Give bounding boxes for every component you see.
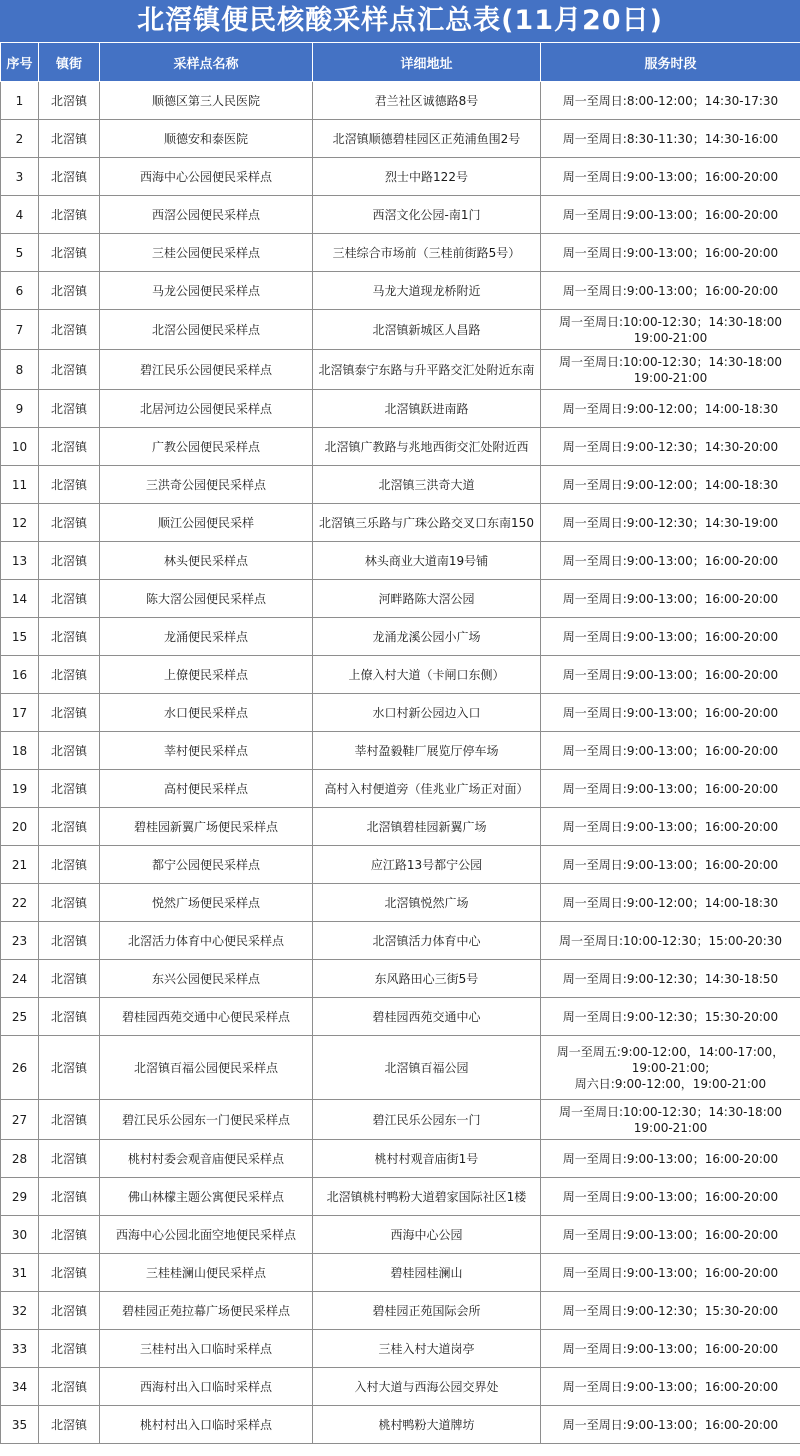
cell-hours [541,1036,800,1100]
hours-line: 周一至周日:9:00-13:00；16:00-20:00 [562,1227,779,1242]
hours-line: 周一至周日:9:00-13:00；16:00-20:00 [562,667,779,682]
cell-name: 马龙公园便民采样点 [100,272,313,310]
cell-hours [541,808,800,846]
cell-name: 顺德安和泰医院 [100,120,313,158]
cell-no: 10 [1,428,39,466]
table-row [1,998,800,1036]
page-title: 北滘镇便民核酸采样点汇总表(11月20日) [0,0,800,42]
column-header-no: 序号 [1,43,39,82]
cell-address: 北滘镇三洪奇大道 [313,466,541,504]
cell-town: 北滘镇 [39,310,100,350]
cell-town: 北滘镇 [39,1292,100,1330]
cell-no: 13 [1,542,39,580]
cell-hours [541,428,800,466]
table-row [1,1368,800,1406]
cell-no: 27 [1,1100,39,1140]
cell-no: 25 [1,998,39,1036]
cell-address: 三桂综合市场前（三桂前街路5号） [313,234,541,272]
cell-no: 29 [1,1178,39,1216]
hours-line: 周一至周日:8:00-12:00；14:30-17:30 [562,93,779,108]
cell-hours [541,272,800,310]
table-row [1,504,800,542]
cell-town: 北滘镇 [39,542,100,580]
cell-address: 烈士中路122号 [313,158,541,196]
cell-address: 碧桂园西苑交通中心 [313,998,541,1036]
cell-name: 北居河边公园便民采样点 [100,390,313,428]
cell-no: 24 [1,960,39,998]
cell-hours [541,1292,800,1330]
cell-no: 5 [1,234,39,272]
cell-name: 北滘镇百福公园便民采样点 [100,1036,313,1100]
cell-town: 北滘镇 [39,884,100,922]
table-row [1,82,800,120]
cell-address: 北滘镇百福公园 [313,1036,541,1100]
cell-town: 北滘镇 [39,656,100,694]
cell-address: 龙涌龙溪公园小广场 [313,618,541,656]
hours-line: 周一至周日:9:00-13:00；16:00-20:00 [562,283,779,298]
cell-no: 2 [1,120,39,158]
cell-name: 碧江民乐公园便民采样点 [100,350,313,390]
cell-hours [541,466,800,504]
table-row [1,428,800,466]
cell-address: 北滘镇悦然广场 [313,884,541,922]
cell-no: 8 [1,350,39,390]
cell-no: 20 [1,808,39,846]
table-row [1,196,800,234]
table-row [1,390,800,428]
cell-no: 23 [1,922,39,960]
cell-hours [541,694,800,732]
cell-name: 陈大滘公园便民采样点 [100,580,313,618]
cell-hours [541,580,800,618]
hours-line: 周一至周日:9:00-13:00；16:00-20:00 [562,1341,779,1356]
cell-hours [541,504,800,542]
cell-no: 19 [1,770,39,808]
cell-town: 北滘镇 [39,846,100,884]
cell-hours [541,732,800,770]
cell-hours [541,770,800,808]
cell-town: 北滘镇 [39,808,100,846]
hours-line: 周一至周日:9:00-12:00；14:00-18:30 [562,895,779,910]
table-row [1,884,800,922]
hours-line: 周一至周日:9:00-13:00；16:00-20:00 [562,781,779,796]
table-row [1,234,800,272]
cell-town: 北滘镇 [39,1330,100,1368]
cell-town: 北滘镇 [39,82,100,120]
cell-address: 林头商业大道南19号铺 [313,542,541,580]
cell-town: 北滘镇 [39,1100,100,1140]
cell-name: 林头便民采样点 [100,542,313,580]
hours-line: 周一至周五:9:00-12:00，14:00-17:00， [556,1044,785,1059]
hours-line: 周一至周日:9:00-13:00；16:00-20:00 [562,169,779,184]
cell-no: 15 [1,618,39,656]
table-row [1,770,800,808]
cell-address: 西海中心公园 [313,1216,541,1254]
cell-town: 北滘镇 [39,922,100,960]
table-row [1,1100,800,1140]
cell-address: 桃村鸭粉大道牌坊 [313,1406,541,1444]
cell-address: 水口村新公园边入口 [313,694,541,732]
hours-line: 周一至周日:10:00-12:30；14:30-18:00 [558,1104,783,1119]
cell-town: 北滘镇 [39,618,100,656]
table-row [1,120,800,158]
cell-no: 11 [1,466,39,504]
table-row [1,1140,800,1178]
cell-town: 北滘镇 [39,1254,100,1292]
cell-name: 北滘公园便民采样点 [100,310,313,350]
cell-address: 应江路13号都宁公园 [313,846,541,884]
cell-town: 北滘镇 [39,196,100,234]
table-row [1,1406,800,1444]
cell-no: 34 [1,1368,39,1406]
cell-name: 西海中心公园北面空地便民采样点 [100,1216,313,1254]
sampling-points-table [0,42,800,1444]
cell-town: 北滘镇 [39,1140,100,1178]
cell-town: 北滘镇 [39,390,100,428]
cell-hours [541,1100,800,1140]
cell-name: 北滘活力体育中心便民采样点 [100,922,313,960]
hours-line: 周一至周日:9:00-13:00；16:00-20:00 [562,705,779,720]
table-row [1,1178,800,1216]
cell-address: 碧桂园正苑国际会所 [313,1292,541,1330]
cell-no: 33 [1,1330,39,1368]
column-header-name: 采样点名称 [100,43,313,82]
cell-name: 三桂村出入口临时采样点 [100,1330,313,1368]
cell-address: 三桂入村大道岗亭 [313,1330,541,1368]
cell-address: 桃村村观音庙街1号 [313,1140,541,1178]
cell-address: 入村大道与西海公园交界处 [313,1368,541,1406]
cell-no: 32 [1,1292,39,1330]
cell-name: 佛山林檬主题公寓便民采样点 [100,1178,313,1216]
hours-line: 周一至周日:10:00-12:30；15:00-20:30 [558,933,783,948]
table-row [1,350,800,390]
table-row [1,466,800,504]
hours-line: 周一至周日:9:00-13:00；16:00-20:00 [562,207,779,222]
cell-address: 北滘镇广教路与兆地西街交汇处附近西 [313,428,541,466]
cell-town: 北滘镇 [39,428,100,466]
cell-address: 河畔路陈大滘公园 [313,580,541,618]
cell-town: 北滘镇 [39,466,100,504]
hours-line: 周一至周日:9:00-13:00；16:00-20:00 [562,1189,779,1204]
table-row [1,1330,800,1368]
cell-town: 北滘镇 [39,120,100,158]
column-header-town: 镇街 [39,43,100,82]
cell-name: 碧桂园西苑交通中心便民采样点 [100,998,313,1036]
hours-line: 周一至周日:9:00-13:00；16:00-20:00 [562,245,779,260]
cell-address: 北滘镇顺德碧桂园区正苑浦鱼围2号 [313,120,541,158]
cell-town: 北滘镇 [39,770,100,808]
cell-no: 26 [1,1036,39,1100]
cell-hours [541,1368,800,1406]
cell-town: 北滘镇 [39,1178,100,1216]
table-row [1,542,800,580]
cell-town: 北滘镇 [39,1036,100,1100]
cell-hours [541,618,800,656]
cell-name: 碧桂园新翼广场便民采样点 [100,808,313,846]
hours-line: 周一至周日:9:00-12:00；14:00-18:30 [562,401,779,416]
cell-hours [541,158,800,196]
cell-name: 东兴公园便民采样点 [100,960,313,998]
cell-address: 北滘镇三乐路与广珠公路交叉口东南150 [313,504,541,542]
hours-line: 周一至周日:9:00-13:00；16:00-20:00 [562,819,779,834]
cell-hours [541,82,800,120]
cell-name: 三桂公园便民采样点 [100,234,313,272]
cell-hours [541,1216,800,1254]
cell-no: 9 [1,390,39,428]
cell-name: 顺江公园便民采样 [100,504,313,542]
hours-line: 周六日:9:00-12:00，19:00-21:00 [574,1076,767,1091]
table-row [1,656,800,694]
cell-name: 都宁公园便民采样点 [100,846,313,884]
cell-address: 北滘镇桃村鸭粉大道碧家国际社区1楼 [313,1178,541,1216]
cell-hours [541,998,800,1036]
hours-line: 周一至周日:9:00-13:00；16:00-20:00 [562,857,779,872]
cell-name: 碧江民乐公园东一门便民采样点 [100,1100,313,1140]
cell-no: 28 [1,1140,39,1178]
cell-no: 18 [1,732,39,770]
cell-address: 碧江民乐公园东一门 [313,1100,541,1140]
hours-line: 周一至周日:9:00-13:00；16:00-20:00 [562,629,779,644]
cell-town: 北滘镇 [39,504,100,542]
cell-town: 北滘镇 [39,998,100,1036]
table-row [1,694,800,732]
cell-name: 西海村出入口临时采样点 [100,1368,313,1406]
cell-address: 北滘镇活力体育中心 [313,922,541,960]
table-row [1,846,800,884]
table-row [1,1216,800,1254]
hours-line: 19:00-21:00 [633,370,708,385]
cell-hours [541,884,800,922]
hours-line: 周一至周日:9:00-13:00；16:00-20:00 [562,1417,779,1432]
cell-hours [541,310,800,350]
cell-no: 1 [1,82,39,120]
cell-address: 东风路田心三街5号 [313,960,541,998]
cell-no: 4 [1,196,39,234]
cell-hours [541,1140,800,1178]
cell-address: 高村入村便道旁（佳兆业广场正对面） [313,770,541,808]
table-body [1,82,800,1444]
table-row [1,922,800,960]
cell-address: 西滘文化公园-南1门 [313,196,541,234]
cell-no: 17 [1,694,39,732]
cell-town: 北滘镇 [39,694,100,732]
cell-name: 龙涌便民采样点 [100,618,313,656]
cell-hours [541,1406,800,1444]
cell-hours [541,960,800,998]
hours-line: 周一至周日:9:00-12:30；14:30-19:00 [562,515,779,530]
cell-town: 北滘镇 [39,1368,100,1406]
hours-line: 周一至周日:9:00-12:00；14:00-18:30 [562,477,779,492]
table-row [1,1292,800,1330]
cell-no: 35 [1,1406,39,1444]
cell-address: 君兰社区诚德路8号 [313,82,541,120]
hours-line: 周一至周日:9:00-12:30；15:30-20:00 [562,1303,779,1318]
cell-no: 6 [1,272,39,310]
cell-address: 北滘镇碧桂园新翼广场 [313,808,541,846]
cell-name: 桃村村出入口临时采样点 [100,1406,313,1444]
cell-hours [541,1254,800,1292]
cell-town: 北滘镇 [39,158,100,196]
cell-hours [541,234,800,272]
hours-line: 周一至周日:9:00-13:00；16:00-20:00 [562,1151,779,1166]
hours-line: 19:00-21:00; [631,1060,710,1075]
cell-town: 北滘镇 [39,732,100,770]
table-row [1,1036,800,1100]
cell-town: 北滘镇 [39,1406,100,1444]
cell-hours [541,846,800,884]
cell-hours [541,1178,800,1216]
table-header-row [1,43,800,82]
cell-address: 北滘镇泰宁东路与升平路交汇处附近东南 [313,350,541,390]
cell-name: 西海中心公园便民采样点 [100,158,313,196]
cell-hours [541,1330,800,1368]
cell-no: 3 [1,158,39,196]
cell-town: 北滘镇 [39,960,100,998]
hours-line: 周一至周日:9:00-13:00；16:00-20:00 [562,553,779,568]
hours-line: 周一至周日:9:00-12:30；14:30-20:00 [562,439,779,454]
hours-line: 周一至周日:9:00-12:30；14:30-18:50 [562,971,779,986]
cell-address: 碧桂园桂澜山 [313,1254,541,1292]
cell-name: 顺德区第三人民医院 [100,82,313,120]
cell-address: 上僚入村大道（卡闸口东侧） [313,656,541,694]
cell-name: 桃村村委会观音庙便民采样点 [100,1140,313,1178]
cell-address: 北滘镇跃进南路 [313,390,541,428]
cell-no: 16 [1,656,39,694]
hours-line: 周一至周日:8:30-11:30；14:30-16:00 [562,131,779,146]
cell-name: 广教公园便民采样点 [100,428,313,466]
table-row [1,580,800,618]
cell-address: 莘村盈毅鞋厂展览厅停车场 [313,732,541,770]
cell-no: 14 [1,580,39,618]
hours-line: 周一至周日:9:00-13:00；16:00-20:00 [562,1379,779,1394]
hours-line: 19:00-21:00 [633,1120,708,1135]
cell-no: 21 [1,846,39,884]
cell-address: 马龙大道现龙桥附近 [313,272,541,310]
cell-no: 22 [1,884,39,922]
table-row [1,272,800,310]
cell-name: 三洪奇公园便民采样点 [100,466,313,504]
cell-hours [541,350,800,390]
hours-line: 19:00-21:00 [633,330,708,345]
cell-address: 北滘镇新城区人昌路 [313,310,541,350]
cell-name: 莘村便民采样点 [100,732,313,770]
cell-town: 北滘镇 [39,1216,100,1254]
column-header-hours: 服务时段 [541,43,800,82]
hours-line: 周一至周日:9:00-13:00；16:00-20:00 [562,1265,779,1280]
table-row [1,310,800,350]
table-row [1,960,800,998]
cell-name: 碧桂园正苑拉幕广场便民采样点 [100,1292,313,1330]
table-row [1,732,800,770]
hours-line: 周一至周日:10:00-12:30；14:30-18:00 [558,314,783,329]
cell-name: 高村便民采样点 [100,770,313,808]
cell-hours [541,656,800,694]
hours-line: 周一至周日:10:00-12:30；14:30-18:00 [558,354,783,369]
cell-hours [541,196,800,234]
cell-name: 三桂桂澜山便民采样点 [100,1254,313,1292]
table-row [1,1254,800,1292]
cell-no: 7 [1,310,39,350]
table-row [1,808,800,846]
hours-line: 周一至周日:9:00-12:30；15:30-20:00 [562,1009,779,1024]
hours-line: 周一至周日:9:00-13:00；16:00-20:00 [562,591,779,606]
cell-hours [541,542,800,580]
cell-name: 西滘公园便民采样点 [100,196,313,234]
table-row [1,158,800,196]
cell-hours [541,922,800,960]
cell-town: 北滘镇 [39,350,100,390]
column-header-address: 详细地址 [313,43,541,82]
cell-town: 北滘镇 [39,272,100,310]
cell-name: 水口便民采样点 [100,694,313,732]
cell-town: 北滘镇 [39,234,100,272]
cell-no: 30 [1,1216,39,1254]
cell-hours [541,390,800,428]
cell-no: 31 [1,1254,39,1292]
cell-name: 上僚便民采样点 [100,656,313,694]
table-row [1,618,800,656]
cell-town: 北滘镇 [39,580,100,618]
cell-no: 12 [1,504,39,542]
cell-hours [541,120,800,158]
hours-line: 周一至周日:9:00-13:00；16:00-20:00 [562,743,779,758]
cell-name: 悦然广场便民采样点 [100,884,313,922]
